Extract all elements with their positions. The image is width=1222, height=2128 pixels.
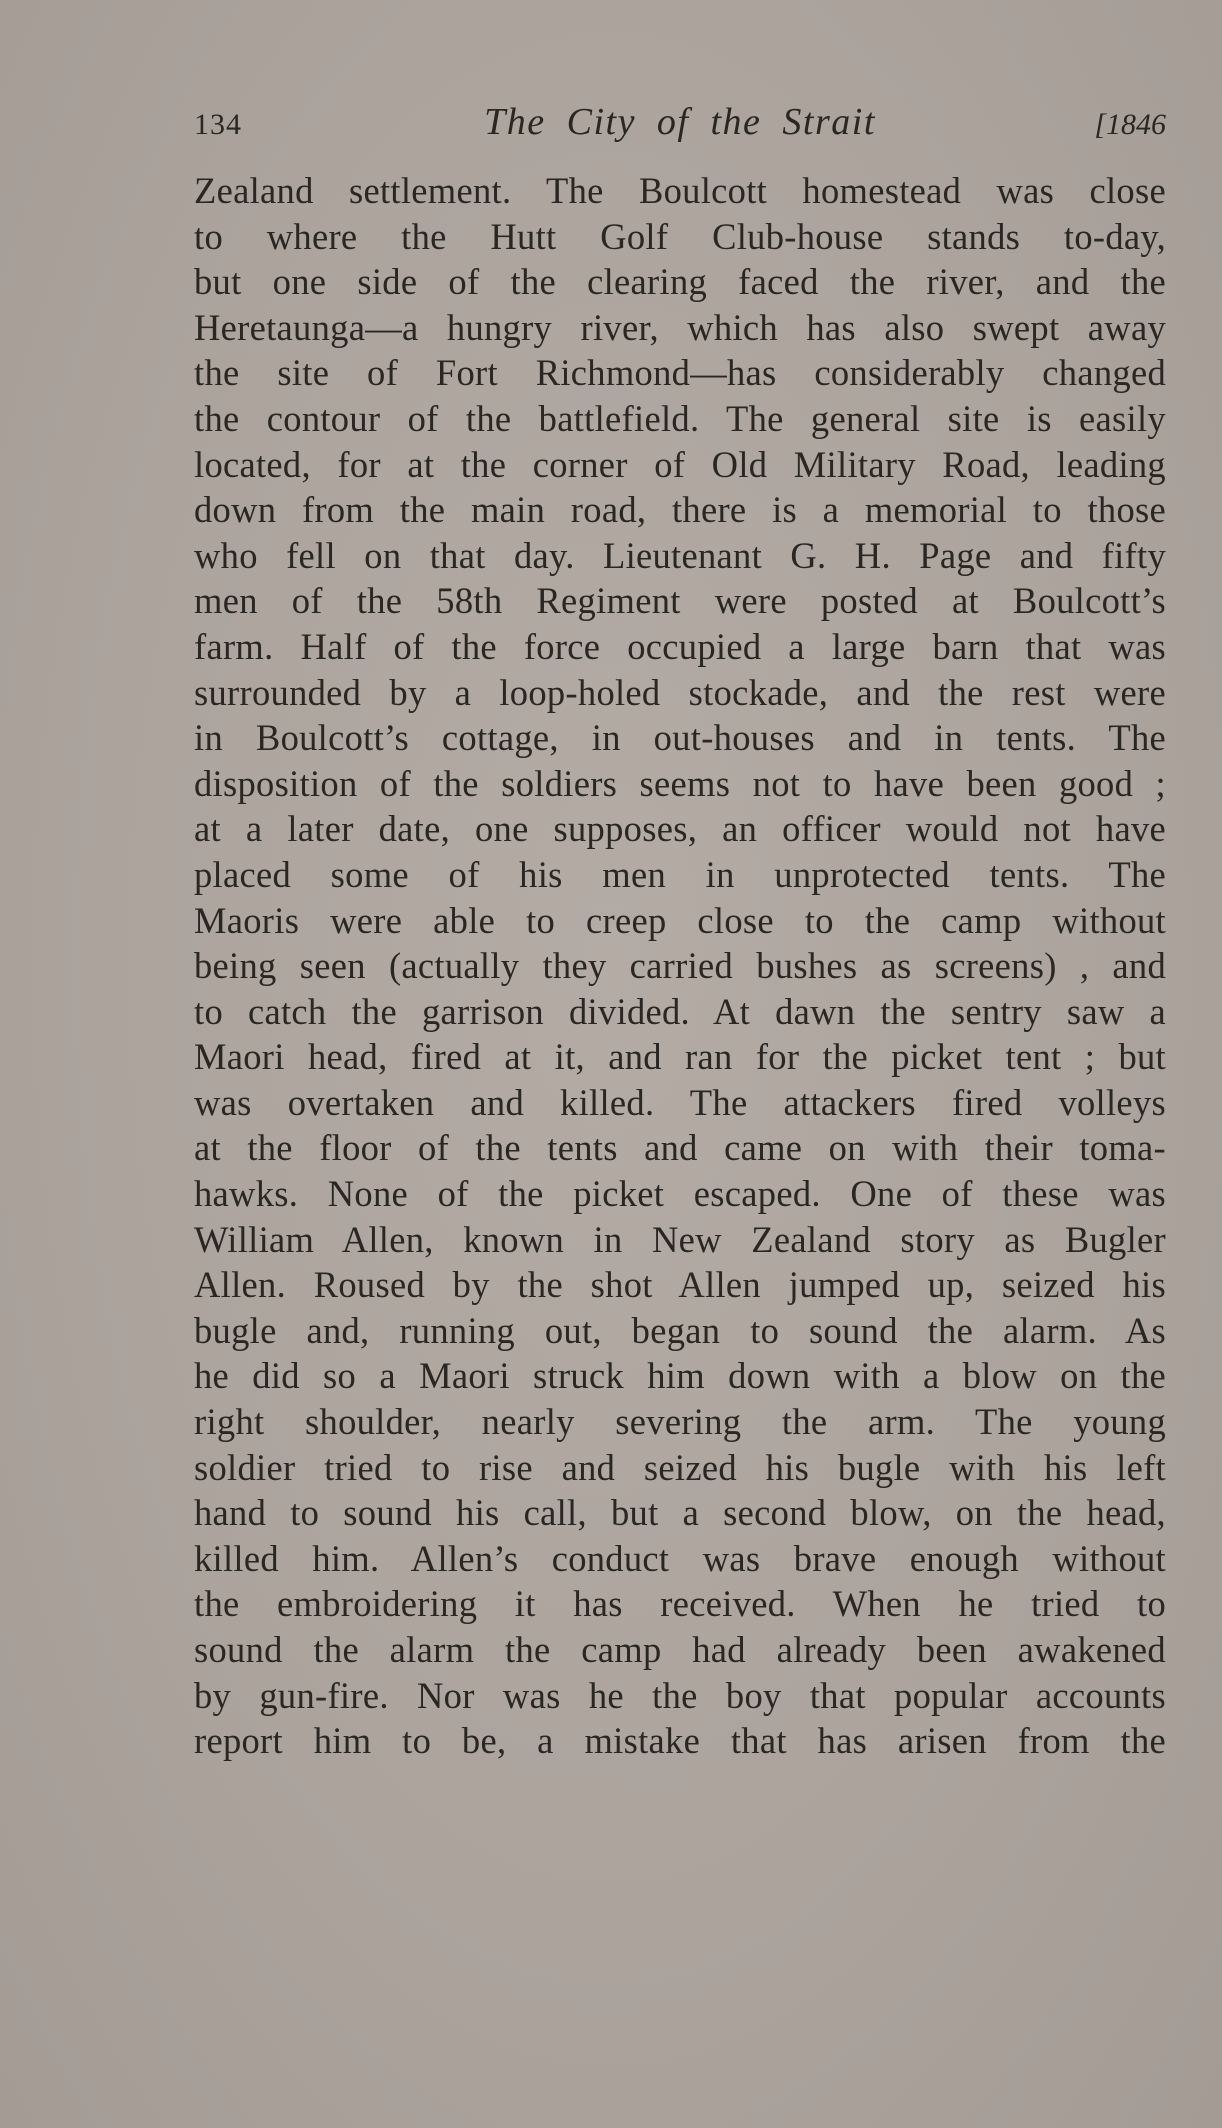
text-line: sound the alarm the camp had already been awakened	[194, 1629, 1166, 1670]
text-line: he did so a Maori struck him down with a blow on the	[194, 1355, 1166, 1397]
text-line: the embroidering it has received. When he tried to	[194, 1583, 1166, 1625]
text-line: Maoris were able to creep close to the camp without	[194, 899, 1166, 941]
text-line: by gun-fire. Nor was he the boy that popular accounts	[194, 1674, 1166, 1716]
text-line: men of the 58th Regiment were posted at Boulcott’s	[194, 580, 1166, 622]
text-line: hand to sound his call, but a second blow, on the head,	[194, 1492, 1166, 1534]
text-line: disposition of the soldiers seems not to have been good ;	[194, 762, 1166, 804]
running-year: [1846	[1094, 108, 1166, 141]
text-line: the contour of the battlefield. The general site is easily	[194, 397, 1166, 439]
text-line: in Boulcott’s cottage, in out-houses and in tents. The	[194, 717, 1166, 759]
running-head	[194, 100, 1166, 150]
text-line: soldier tried to rise and seized his bugle with his left	[194, 1446, 1166, 1488]
running-title: The City of the Strait	[484, 101, 876, 143]
text-line: at a later date, one supposes, an officer would not have	[194, 808, 1166, 850]
text-line: Zealand settlement. The Boulcott homestead was close	[194, 170, 1166, 211]
text-line: surrounded by a loop-holed stockade, and the rest were	[194, 671, 1166, 713]
text-line: who fell on that day. Lieutenant G. H. Page and fifty	[194, 534, 1166, 576]
text-line: to where the Hutt Golf Club-house stands to-day,	[194, 215, 1166, 257]
text-line: to catch the garrison divided. At dawn the sentry saw a	[194, 990, 1166, 1032]
text-line: William Allen, known in New Zealand story as Bugler	[194, 1218, 1166, 1260]
text-line: down from the main road, there is a memorial to those	[194, 489, 1166, 531]
text-line: Allen. Roused by the shot Allen jumped up, seized his	[194, 1264, 1166, 1306]
text-line: the site of Fort Richmond—has considerably changed	[194, 352, 1166, 394]
text-line: farm. Half of the force occupied a large barn that was	[194, 625, 1166, 667]
text-line: at the floor of the tents and came on with their toma-	[194, 1127, 1166, 1169]
text-line: placed some of his men in unprotected tents. The	[194, 853, 1166, 895]
page-number: 134	[194, 108, 242, 141]
text-line: being seen (actually they carried bushes as screens) , and	[194, 945, 1166, 987]
text-line: but one side of the clearing faced the river, and the	[194, 261, 1166, 303]
text-line: Maori head, fired at it, and ran for the picket tent ; but	[194, 1036, 1166, 1078]
text-line: Heretaunga—a hungry river, which has also swept away	[194, 306, 1166, 348]
text-line: killed him. Allen’s conduct was brave enough without	[194, 1537, 1166, 1579]
text-line: located, for at the corner of Old Military Road, leading	[194, 443, 1166, 485]
text-line: report him to be, a mistake that has arisen from the	[194, 1720, 1166, 1762]
body-text	[194, 168, 1166, 1764]
text-line: was overtaken and killed. The attackers fired volleys	[194, 1081, 1166, 1123]
text-line: right shoulder, nearly severing the arm. The young	[194, 1401, 1166, 1443]
text-line: bugle and, running out, began to sound the alarm. As	[194, 1309, 1166, 1351]
text-line: hawks. None of the picket escaped. One of these was	[194, 1173, 1166, 1215]
